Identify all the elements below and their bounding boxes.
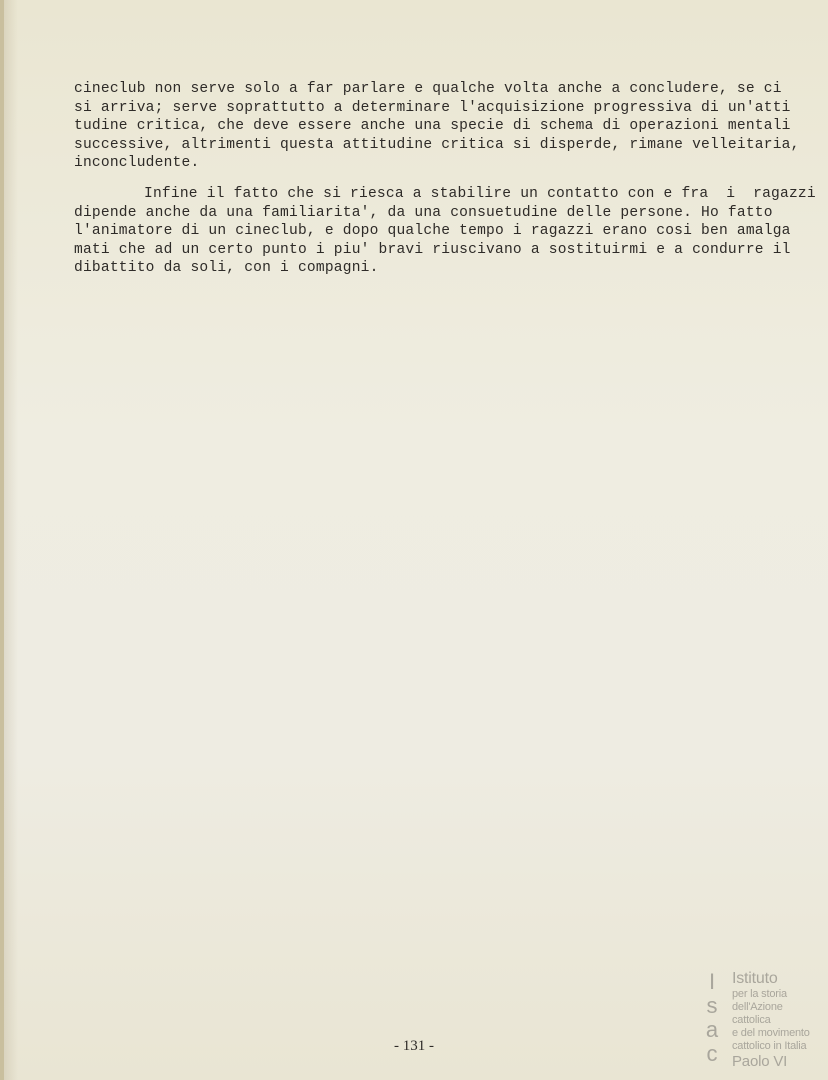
paragraph-gap — [74, 173, 786, 185]
logo-line: e del movimento — [732, 1027, 810, 1039]
text-line: cineclub non serve solo a far parlare e qualche volta anche a concludere, se ci — [74, 81, 782, 97]
text-line: tudine critica, che deve essere anche una specie di schema di operazioni mentali — [74, 118, 791, 135]
logo-letter: I — [708, 969, 716, 994]
text-line: l'animatore di un cineclub, e dopo qualche tempo i ragazzi erano cosi ben amalga — [74, 223, 791, 240]
text-line: dibattito da soli, con i compagni. — [74, 260, 379, 277]
logo-line: dell'Azione cattolica — [732, 1001, 783, 1026]
text-line: inconcludente. — [74, 155, 200, 172]
logo-line: per la storia — [732, 988, 787, 1000]
logo-line: Paolo VI — [732, 1053, 788, 1070]
logo-monogram — [694, 970, 730, 1066]
isacem-watermark-logo — [694, 969, 824, 1070]
paragraph-2 — [74, 185, 816, 278]
page-number: - 131 - — [394, 1038, 434, 1054]
logo-letter: c — [706, 1041, 718, 1066]
logo-letter: a — [705, 1017, 719, 1042]
logo-line: Istituto — [732, 970, 778, 987]
text-line: Infine il fatto che si riesca a stabilire un contatto con e fra i ragazzi — [144, 185, 816, 202]
logo-letter: s — [706, 993, 718, 1018]
page-binding-edge — [0, 0, 4, 1080]
paragraph-1 — [74, 80, 800, 173]
text-line: successive, altrimenti questa attitudine critica si disperde, rimane velleitaria, — [74, 136, 800, 153]
text-line: dipende anche da una familiarita', da una consuetudine delle persone. Ho fatto — [74, 204, 773, 221]
logo-line: cattolico in Italia — [732, 1040, 807, 1052]
text-line: mati che ad un certo punto i piu' bravi riuscivano a sostituirmi e a condurre il — [74, 241, 791, 258]
body-text — [74, 80, 816, 278]
text-line: si arriva; serve soprattutto a determinare l'acquisizione progressiva di un'atti — [74, 99, 791, 116]
logo-caption — [732, 970, 824, 1071]
